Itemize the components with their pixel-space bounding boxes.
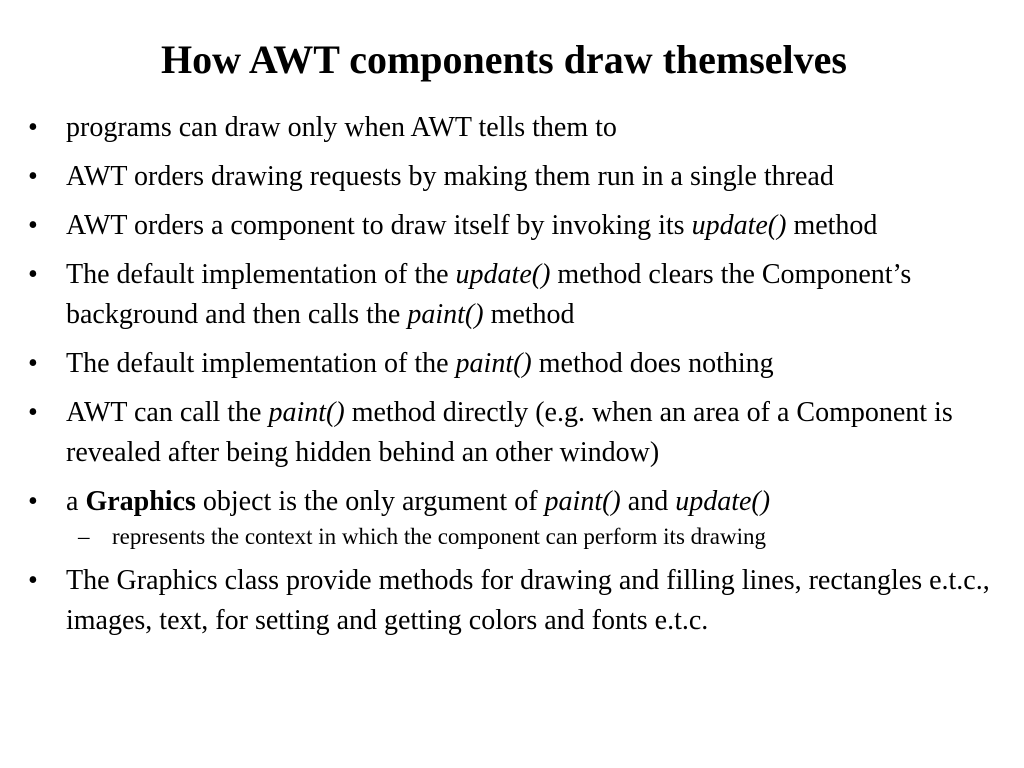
method-name: paint() <box>455 348 532 379</box>
method-name: paint() <box>268 397 345 428</box>
bullet-item <box>0 255 1024 335</box>
method-name: paint() <box>407 299 484 330</box>
bullet-text: AWT orders drawing requests by making them run in a single thread <box>66 161 834 192</box>
bullet-text: object is the only argument of <box>195 486 545 517</box>
bullet-marker: • <box>28 397 38 428</box>
bullet-item <box>0 482 1024 522</box>
bullet-marker: • <box>28 259 38 290</box>
method-name: update() <box>675 486 771 517</box>
bullet-text: AWT orders a component to draw itself by invoking its <box>66 210 692 241</box>
bullet-text: and <box>620 486 676 517</box>
class-name: Graphics <box>85 486 196 517</box>
bullet-marker: • <box>28 486 38 517</box>
bullet-item <box>0 206 1024 246</box>
bullet-marker: • <box>28 161 38 192</box>
method-name: update() <box>691 210 787 241</box>
bullet-text: method does nothing <box>531 348 774 379</box>
slide-title: How AWT components draw themselves <box>161 37 847 82</box>
bullet-list <box>0 108 1024 650</box>
bullet-text: The default implementation of the <box>66 348 456 379</box>
bullet-marker: • <box>28 348 38 379</box>
bullet-item <box>0 108 1024 148</box>
bullet-text: method directly (e.g. when an area of a Component is revealed after being hidden behind an other window) <box>66 397 953 468</box>
sub-bullet-item <box>0 522 1024 552</box>
bullet-item <box>0 393 1024 473</box>
bullet-text: method <box>786 210 878 241</box>
bullet-text: AWT can call the <box>66 397 269 428</box>
sub-bullet-text: represents the context in which the component can perform its drawing <box>112 524 767 549</box>
bullet-text: a <box>66 486 86 517</box>
bullet-item <box>0 561 1024 641</box>
bullet-text: The default implementation of the <box>66 259 456 290</box>
bullet-text: method clears the Component’s background and then calls the <box>66 259 912 330</box>
method-name: update() <box>455 259 551 290</box>
bullet-item <box>0 344 1024 384</box>
bullet-item <box>0 157 1024 197</box>
bullet-marker: • <box>28 112 38 143</box>
bullet-text: method <box>483 299 575 330</box>
bullet-marker: • <box>28 565 38 596</box>
sub-bullet-marker: – <box>78 524 90 549</box>
bullet-text: programs can draw only when AWT tells them to <box>66 112 617 143</box>
bullet-text: The Graphics class provide methods for drawing and filling lines, rectangles e.t.c., images, text, for setting and getting colors and fonts e.t.c. <box>66 565 990 636</box>
method-name: paint() <box>544 486 621 517</box>
bullet-marker: • <box>28 210 38 241</box>
